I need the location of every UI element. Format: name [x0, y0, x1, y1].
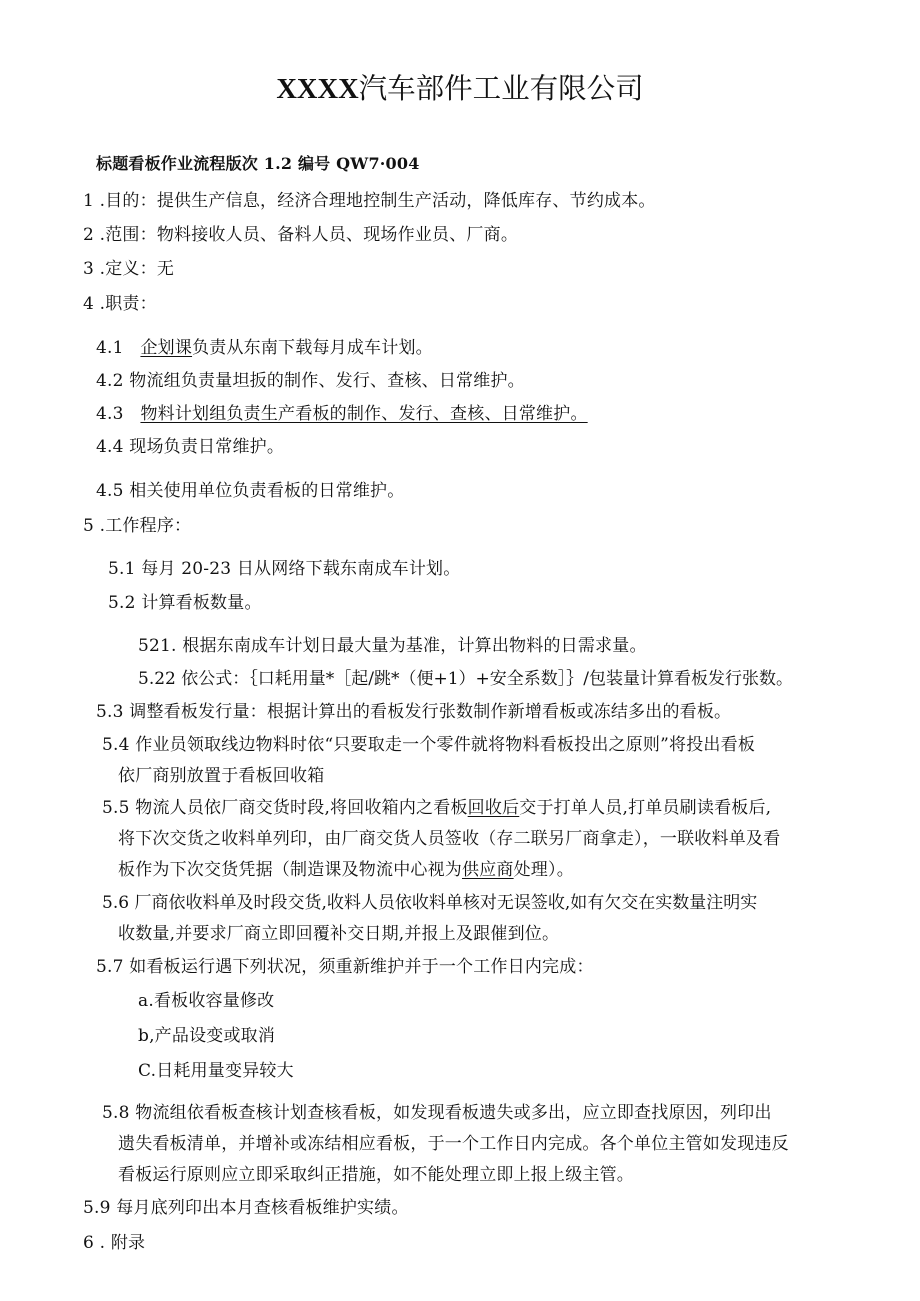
- item-5-5-underlined-a: 回收后: [467, 798, 520, 818]
- item-4-3-number: 4.3: [96, 404, 124, 424]
- company-title-latin: XXXX: [276, 74, 359, 105]
- document-header: 标题看板作业流程版次 1.2 编号 QW7·004: [96, 154, 420, 173]
- company-title-cjk: 汽车部件工业有限公司: [358, 72, 644, 105]
- item-5-5-text-d: 处理）。: [513, 860, 574, 880]
- item-5-9: 5.9 每月底列印出本月查核看板维护实绩。: [83, 1198, 409, 1218]
- item-5-5-text-c: 板作为下次交货凭据（制造课及物流中心视为: [118, 860, 462, 880]
- section-2-scope: 2 .范围：物料接收人员、备料人员、现场作业员、厂商。: [83, 225, 519, 245]
- item-4-2: 4.2 物流组负责量坦扳的制作、发行、查核、日常维护。: [96, 371, 525, 391]
- item-5-5-line-3: [118, 858, 574, 882]
- item-5-4-line-2: 依厂商别放置于看板回收箱: [118, 766, 325, 786]
- item-5-2-2: 5.22 依公式：｛口耗用量*［起/跳*（便+1）+安全系数］｝/包装量计算看板发行张数。: [138, 669, 794, 689]
- item-5-8-line-2: 遗失看板清单，并增补或冻结相应看板，于一个工作日内完成。各个单位主管如发现违反: [118, 1134, 789, 1154]
- item-5-4-line-1: 5.4 作业员领取线边物料时依“只要取走一个零件就将物料看板投出之原则”将投出看板: [102, 735, 756, 755]
- item-4-1-underlined: 企划课: [140, 338, 193, 358]
- item-4-3-underlined: 物料计划组负责生产看板的制作、发行、查核、日常维护。: [140, 404, 588, 424]
- item-5-6-line-2: 收数量,并要求厂商立即回覆补交日期,并报上及跟催到位。: [118, 924, 560, 944]
- item-5-8-line-1: 5.8 物流组依看板查核计划查核看板，如发现看板遗失或多出，应立即查找原因，列印出: [102, 1103, 772, 1123]
- company-title: [0, 66, 920, 113]
- item-5-7-c: C.日耗用量变异较大: [138, 1061, 294, 1081]
- section-5-procedure: 5 .工作程序：: [83, 516, 192, 536]
- section-6-appendix: 6 . 附录: [83, 1233, 146, 1253]
- item-4-1-text: 负责从东南下载每月成车计划。: [192, 338, 433, 358]
- section-4-responsibilities: 4 .职责：: [83, 294, 157, 314]
- section-1-purpose: 1 .目的：提供生产信息，经济合理地控制生产活动，降低库存、节约成本。: [83, 191, 656, 211]
- item-5-1: 5.1 每月 20-23 日从网络下载东南成车计划。: [108, 559, 461, 579]
- item-5-5-line-2: 将下次交货之收料单列印，由厂商交货人员签收（存二联另厂商拿走），一联收料单及看: [118, 829, 781, 849]
- item-5-3: 5.3 调整看板发行量：根据计算出的看板发行张数制作新增看板或冻结多出的看板。: [96, 702, 732, 722]
- item-5-7-a: a.看板收容量修改: [138, 991, 275, 1011]
- item-5-2: 5.2 计算看板数量。: [108, 593, 262, 613]
- item-5-2-1: 521. 根据东南成车计划日最大量为基准，计算出物料的日需求量。: [138, 636, 647, 656]
- item-4-3: [96, 402, 588, 426]
- item-4-4: 4.4 现场负责日常维护。: [96, 437, 285, 457]
- item-4-5: 4.5 相关使用单位负责看板的日常维护。: [96, 481, 405, 501]
- item-5-5-text-b: 交于打单人员,打单员刷读看板后,: [519, 798, 772, 818]
- item-5-5-line-1: [102, 796, 771, 820]
- item-5-5-text-a: 5.5 物流人员依厂商交货时段,将回收箱内之看板: [102, 798, 468, 818]
- item-5-5-underlined-b: 供应商: [462, 860, 514, 880]
- item-5-8-line-3: 看板运行原则应立即采取纠正措施，如不能处理立即上报上级主管。: [118, 1165, 634, 1185]
- item-5-7: 5.7 如看板运行遇下列状况，须重新维护并于一个工作日内完成：: [96, 957, 594, 977]
- item-5-6-line-1: 5.6 厂商依收料单及时段交货,收料人员依收料单核对无误签收,如有欠交在实数量注明实: [102, 893, 758, 913]
- section-3-definition: 3 .定义：无: [83, 259, 175, 279]
- item-4-1-number: 4.1: [96, 338, 124, 358]
- item-5-7-b: b,产品设变或取消: [138, 1026, 276, 1046]
- item-4-1: [96, 336, 433, 360]
